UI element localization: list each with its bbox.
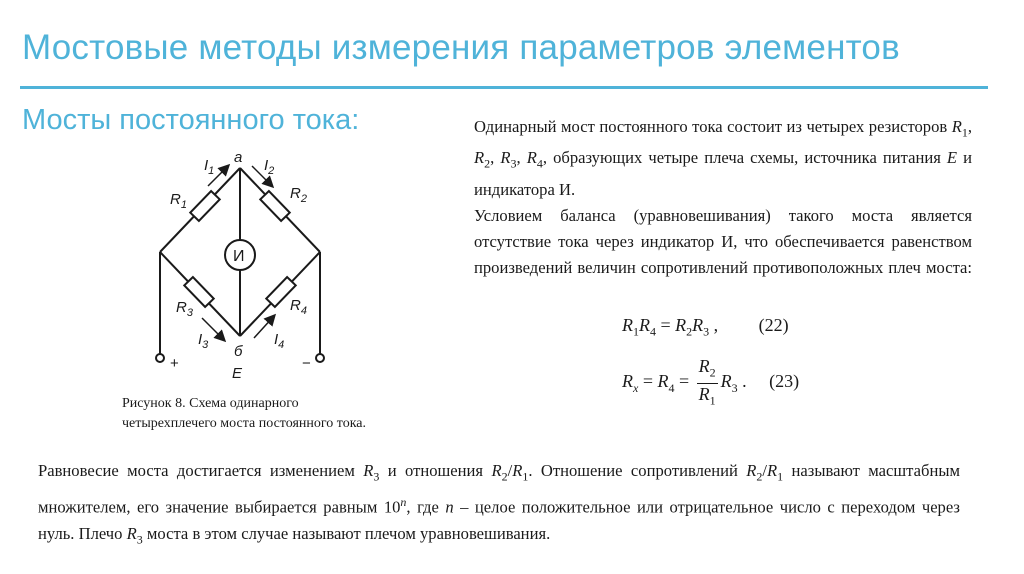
current-i4-label: $I_4$	[274, 331, 285, 351]
resistor-r2-label: $R_2$	[290, 185, 307, 205]
current-arrow-i3	[202, 318, 224, 340]
formula-22-number: (22)	[758, 315, 789, 335]
indicator-label: И	[233, 248, 245, 265]
title-underline	[20, 86, 988, 89]
minus-sign: −	[302, 355, 311, 372]
section-subtitle: Мосты постоянного тока:	[22, 104, 360, 136]
figure-caption: Рисунок 8. Схема одинарного четырехплечего моста постоянного тока.	[122, 396, 367, 431]
terminal-plus	[156, 354, 164, 362]
terminal-minus	[316, 354, 324, 362]
resistor-r3-label: $R_3$	[176, 299, 193, 319]
resistor-r2	[260, 191, 289, 221]
paragraph-bridge-description: Одинарный мост постоянного тока состоит из четырех резисторов $R_1$, $R_2$, $R_3$, $R_4$, образующих четыре плеча схемы, источника питания E и индикатора И.	[474, 117, 973, 199]
current-i2-label: $I_2$	[264, 157, 275, 177]
slide-title: Мостовые методы измерения параметров элементов	[22, 28, 900, 67]
current-i1-label: $I_1$	[204, 157, 215, 177]
node-b-label: б	[234, 343, 243, 360]
resistor-r3	[184, 277, 213, 307]
resistor-r1	[190, 191, 219, 221]
formula-22: $R_1R_4 = R_2R_3$ , (22)	[622, 315, 789, 339]
resistor-r4-label: $R_4$	[290, 297, 307, 317]
formula-23: $R_x = R_4$ = $\frac{R_2}{R_1}$ $R_3$ . (23)	[622, 356, 799, 410]
paragraph-balance-method: Равновесие моста достигается изменением $R_3$ и отношения $R_2/R_1$. Отношение сопротивлений $R_2/R_1$ называют масштабным множителем, его значение выбирается равным 10$^n$, где n – целое положительное или отрицательное число с переходом через нуль. Плечо $R_3$ моста в этом случае называют плечом уравновешивания.	[38, 461, 960, 547]
resistor-r1-label: $R_1$	[170, 191, 187, 211]
bridge-circuit-diagram	[140, 148, 340, 388]
paragraph-balance-condition: Условием баланса (уравновешивания) такого моста является отсутствие тока через индикатор И, что обеспечивается равенством произведений величин сопротивлений противоположных плеч моста:	[474, 206, 972, 277]
current-i3-label: $I_3$	[198, 331, 209, 351]
source-e-label: E	[232, 365, 243, 382]
fraction-r2-over-r1: $\frac{R_2}{R_1}$	[698, 356, 716, 408]
node-a-label: a	[234, 149, 243, 166]
formula-23-number: (23)	[769, 371, 800, 392]
plus-sign: +	[170, 355, 179, 372]
